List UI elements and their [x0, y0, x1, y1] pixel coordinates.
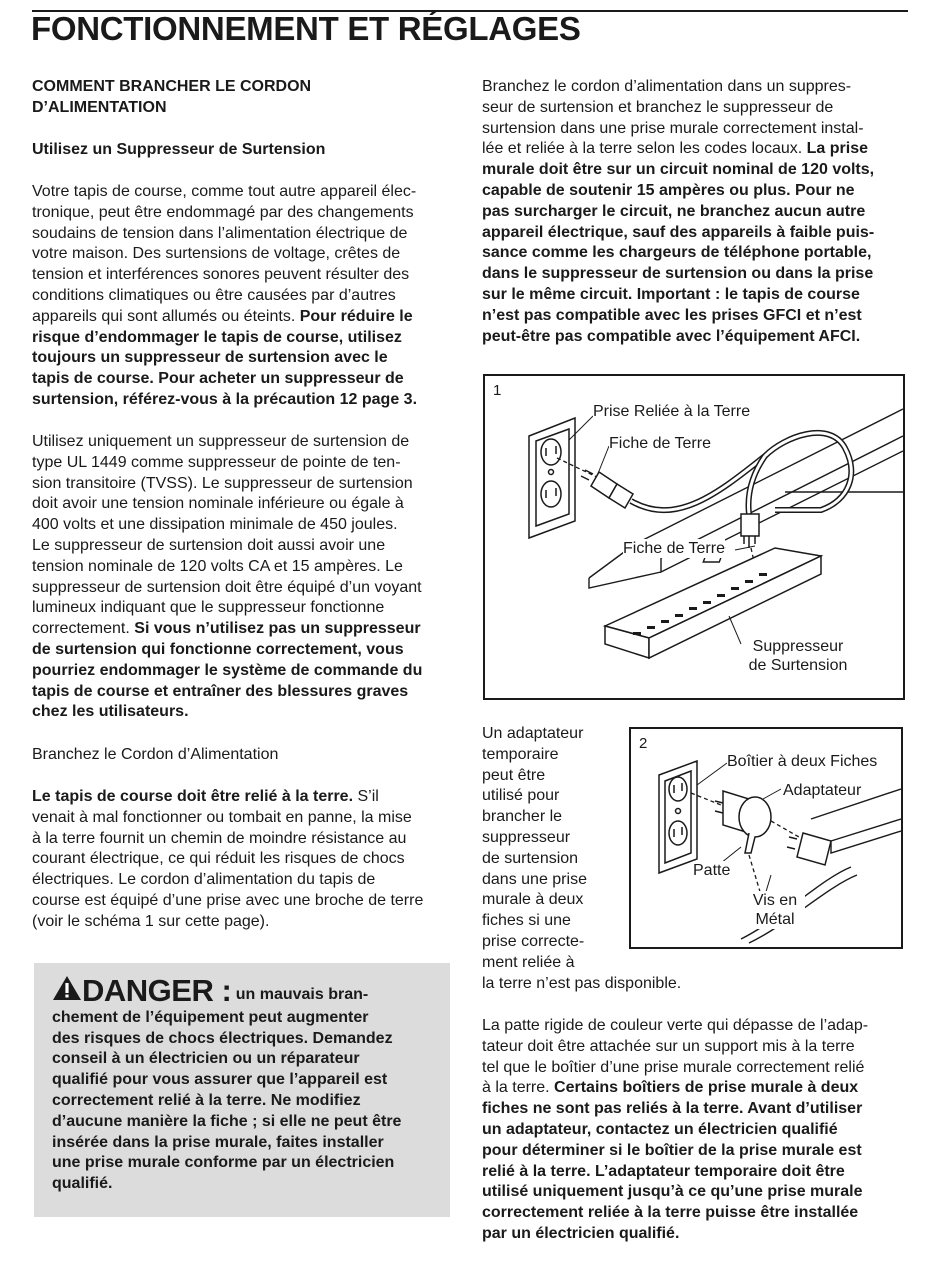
text-run: La prise	[806, 140, 868, 158]
text-run: Pour réduire le	[299, 307, 413, 325]
section-heading-line: D’ALIMENTATION	[32, 99, 167, 116]
paragraph-suppressor-specs	[32, 432, 462, 723]
text-line: fiches ne sont pas reliés à la terre. Avant d’utiliser	[482, 1100, 863, 1118]
text-line: soudains de tension dans l’alimentation électrique de	[32, 224, 408, 242]
paragraph-adapter-tab	[482, 1016, 912, 1245]
text-line: chement de l’équipement peut augmenter	[52, 1008, 369, 1026]
text-line: Un adaptateur	[482, 725, 584, 742]
text-line: peut-être pas compatible avec l’équipement AFCI.	[482, 327, 861, 345]
subheading-plug-cord: Branchez le Cordon d’Alimentation	[32, 746, 279, 763]
text-line	[32, 307, 462, 328]
text-line: murale à deux	[482, 891, 584, 909]
text-line: murale doit être sur un circuit nominal de 120 volts,	[482, 161, 875, 179]
text-line: venait à mal fonctionner ou tombait en panne, la mise	[32, 808, 412, 826]
text-line: tension nominale de 120 volts CA et 15 ampères. Le	[32, 557, 403, 575]
text-line: correctement relié à la terre. Ne modifiez	[52, 1091, 361, 1109]
text-run: correctement.	[32, 620, 135, 638]
text-run: à la terre.	[482, 1079, 555, 1097]
text-line: électriques. Le cordon d’alimentation du tapis de	[32, 871, 376, 889]
text-line: une prise murale conforme par un électricien	[52, 1154, 395, 1172]
label-metal-screw: Métal	[745, 910, 805, 929]
text-line: pour déterminer si le boîtier de la prise murale est	[482, 1141, 862, 1159]
text-line: courant électrique, ce qui réduit les risques de chocs	[32, 850, 405, 868]
text-line: pas surcharger le circuit, ne branchez aucun autre	[482, 202, 866, 220]
text-line: surtension, référez-vous à la précaution 12 page 3.	[32, 390, 418, 408]
text-line	[482, 139, 912, 160]
text-line: risque d’endommager le tapis de course, utilisez	[32, 328, 402, 346]
text-run: Si vous n’utilisez pas un suppresseur	[134, 620, 421, 638]
text-line: tension et interférences sonores peuvent résulter des	[32, 266, 410, 284]
paragraph-plug-instructions	[482, 77, 912, 347]
text-line: sur le même circuit. Important : le tapis de course	[482, 285, 860, 303]
text-line: temporaire	[482, 745, 559, 763]
text-line: Votre tapis de course, comme tout autre appareil élec-	[32, 183, 417, 200]
text-line: un adaptateur, contactez un électricien qualifié	[482, 1120, 838, 1138]
text-line: pourriez endommager le système de commande du	[32, 661, 423, 679]
text-line: Le suppresseur de surtension doit aussi avoir une	[32, 536, 386, 554]
text-line: seur de surtension et branchez le suppresseur de	[482, 98, 834, 116]
label-surge-suppressor: de Surtension	[737, 656, 859, 675]
text-line: correctement reliée à la terre puisse être installée	[482, 1204, 859, 1222]
label-ground-pin: Fiche de Terre	[609, 435, 711, 452]
text-line: tel que le boîtier d’une prise murale correctement relié	[482, 1058, 865, 1076]
text-line	[32, 787, 462, 808]
paragraph-surge-intro	[32, 182, 462, 411]
text-line: la terre n’est pas disponible.	[482, 974, 682, 992]
danger-word: DANGER :	[82, 973, 232, 1008]
text-line: utilisé uniquement jusqu’à ce qu’une prise murale	[482, 1183, 863, 1201]
text-run: lée et reliée à la terre selon les codes locaux.	[482, 140, 807, 158]
text-line	[482, 1078, 912, 1099]
text-line: suppresseur de surtension doit être équipé d’un voyant	[32, 578, 422, 596]
text-line: (voir le schéma 1 sur cette page).	[32, 912, 270, 930]
label-tab: Patte	[693, 862, 731, 879]
figure-number: 1	[493, 382, 502, 399]
text-line: votre maison. Des surtensions de voltage, crêtes de	[32, 245, 401, 263]
text-line: dans une prise	[482, 870, 587, 888]
text-line: 400 volts et une dissipation minimale de 450 joules.	[32, 516, 398, 534]
text-line: d’aucune manière la fiche ; si elle ne peut être	[52, 1112, 402, 1130]
text-line: utilisé pour	[482, 787, 560, 805]
label-two-prong-box: Boîtier à deux Fiches	[727, 753, 878, 770]
text-line: à la terre fournit un chemin de moindre résistance au	[32, 829, 407, 847]
label-ground-pin: Fiche de Terre	[623, 540, 725, 557]
text-line: lumineux indiquant que le suppresseur fonctionne	[32, 599, 385, 617]
text-line: de surtension qui fonctionne correctement, vous	[32, 640, 404, 658]
figure-1-surge-suppressor	[483, 374, 905, 700]
text-line: sance comme les chargeurs de téléphone portable,	[482, 244, 872, 262]
text-line	[52, 975, 434, 1006]
text-line: sion transitoire (TVSS). Le suppresseur de surtension	[32, 474, 413, 492]
text-line: prise correcte-	[482, 932, 585, 950]
text-line: surtension dans une prise murale correctement instal-	[482, 119, 864, 137]
text-line: relié à la terre. L’adaptateur temporaire doit être	[482, 1162, 845, 1180]
text-line: n’est pas compatible avec les prises GFCI et n’est	[482, 306, 862, 324]
text-line: capable de soutenir 15 ampères ou plus. Pour ne	[482, 181, 855, 199]
figure-2-adapter	[629, 727, 903, 949]
label-metal-screw: Vis en	[745, 891, 805, 910]
text-line: course est équipé d’une prise avec une broche de terre	[32, 891, 424, 909]
text-line: des risques de chocs électriques. Demandez	[52, 1029, 393, 1047]
text-line: de surtension	[482, 849, 579, 867]
text-line: conditions climatiques ou être causées par d’autres	[32, 286, 396, 304]
subheading-surge-suppressor: Utilisez un Suppresseur de Surtension	[32, 141, 326, 158]
danger-warning-box	[34, 963, 450, 1217]
text-line: type UL 1449 comme suppresseur de pointe de ten-	[32, 453, 401, 471]
text-line: tronique, peut être endommagé par des changements	[32, 203, 414, 221]
section-heading-line: COMMENT BRANCHER LE CORDON	[32, 78, 312, 95]
text-line: tapis de course et entraîner des blessures graves	[32, 682, 409, 700]
text-line: brancher le	[482, 808, 563, 826]
text-line: tapis de course. Pour acheter un suppresseur de	[32, 370, 404, 388]
text-run: S’il	[353, 788, 379, 805]
text-line: Utilisez uniquement un suppresseur de surtension de	[32, 433, 410, 450]
text-line: ment reliée à	[482, 953, 575, 971]
text-line: toujours un suppresseur de surtension avec le	[32, 349, 388, 367]
text-line: tateur doit être attachée sur un support mis à la terre	[482, 1037, 855, 1055]
warning-triangle-icon	[52, 975, 82, 1001]
text-line: Branchez le cordon d’alimentation dans un suppres-	[482, 78, 852, 95]
text-run: Certains boîtiers de prise murale à deux	[554, 1079, 859, 1097]
text-line: peut être	[482, 766, 546, 784]
text-line: suppresseur	[482, 828, 571, 846]
label-surge-suppressor: Suppresseur	[743, 637, 853, 656]
text-line: qualifié pour vous assurer que l’appareil est	[52, 1071, 388, 1089]
text-line: doit avoir une tension nominale inférieure ou égale à	[32, 495, 404, 513]
text-line: fiches si une	[482, 912, 571, 930]
text-run: Le tapis de course doit être relié à la terre.	[32, 788, 354, 805]
text-line	[32, 619, 462, 640]
figure-number: 2	[639, 735, 648, 752]
paragraph-grounding	[32, 787, 462, 933]
text-line: conseil à un électricien ou un réparateur	[52, 1050, 360, 1068]
label-grounded-outlet: Prise Reliée à la Terre	[593, 403, 751, 420]
text-run: appareils qui sont allumés ou éteints.	[32, 307, 300, 325]
danger-text	[52, 975, 434, 1195]
text-line: par un électricien qualifié.	[482, 1224, 680, 1242]
text-line: chez les utilisateurs.	[32, 703, 189, 721]
text-line: appareil électrique, sauf des appareils à faible puis-	[482, 223, 875, 241]
text-line: insérée dans la prise murale, faites installer	[52, 1133, 384, 1151]
text-line: qualifié.	[52, 1175, 113, 1193]
page-title: FONCTIONNEMENT ET RÉGLAGES	[31, 10, 581, 47]
label-adapter: Adaptateur	[783, 782, 862, 799]
text-line: La patte rigide de couleur verte qui dépasse de l’adap-	[482, 1017, 869, 1034]
text-line: dans le suppresseur de surtension ou dans la prise	[482, 265, 874, 283]
text-run: un mauvais bran-	[231, 986, 369, 1003]
